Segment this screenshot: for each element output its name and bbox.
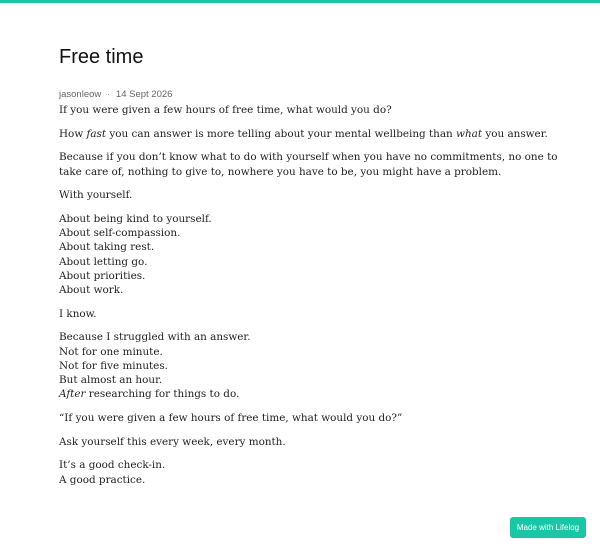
paragraph: I know. bbox=[59, 307, 97, 320]
paragraph: With yourself. bbox=[59, 189, 133, 202]
line: About taking rest. bbox=[59, 241, 155, 254]
text-span: How bbox=[59, 127, 87, 140]
post-body bbox=[59, 103, 559, 487]
line: About work. bbox=[59, 284, 124, 297]
meta-separator: · bbox=[107, 89, 110, 99]
line: Because I struggled with an answer. bbox=[59, 331, 251, 344]
emphasis: fast bbox=[86, 127, 107, 140]
line: It’s a good check-in. bbox=[59, 459, 166, 472]
paragraph bbox=[59, 458, 559, 486]
line: About letting go. bbox=[59, 255, 148, 268]
text-span: you answer. bbox=[482, 127, 548, 140]
paragraph bbox=[59, 330, 559, 401]
paragraph bbox=[59, 212, 559, 297]
paragraph: Ask yourself this every week, every month. bbox=[59, 435, 286, 448]
line: About being kind to yourself. bbox=[59, 213, 212, 226]
line: Not for one minute. bbox=[59, 345, 163, 358]
text-span: researching for things to do. bbox=[85, 388, 240, 401]
line: About self-compassion. bbox=[59, 227, 181, 240]
post-author[interactable]: jasonleow bbox=[59, 88, 102, 100]
emphasis: what bbox=[456, 127, 483, 140]
text-span: you can answer is more telling about your mental wellbeing than bbox=[106, 127, 457, 140]
paragraph: Because if you don’t know what to do with yourself when you have no commitments, no one to take care of, nothing to give to, nowhere you have to be, you might have a problem. bbox=[59, 151, 558, 178]
post-meta bbox=[59, 87, 559, 101]
post-article bbox=[59, 44, 559, 496]
emphasis: After bbox=[59, 388, 86, 401]
line: About priorities. bbox=[59, 269, 146, 282]
paragraph: If you were given a few hours of free time, what would you do? bbox=[59, 104, 392, 116]
made-with-lifelog-button[interactable]: Made with Lifelog bbox=[510, 517, 586, 538]
line: But almost an hour. bbox=[59, 374, 163, 387]
top-accent-bar bbox=[0, 0, 600, 3]
post-title: Free time bbox=[59, 46, 144, 68]
paragraph: “If you were given a few hours of free time, what would you do?” bbox=[59, 411, 403, 424]
paragraph bbox=[59, 127, 559, 141]
post-date: 14 Sept 2026 bbox=[115, 88, 173, 100]
line: Not for five minutes. bbox=[59, 359, 168, 372]
line: A good practice. bbox=[59, 473, 146, 486]
